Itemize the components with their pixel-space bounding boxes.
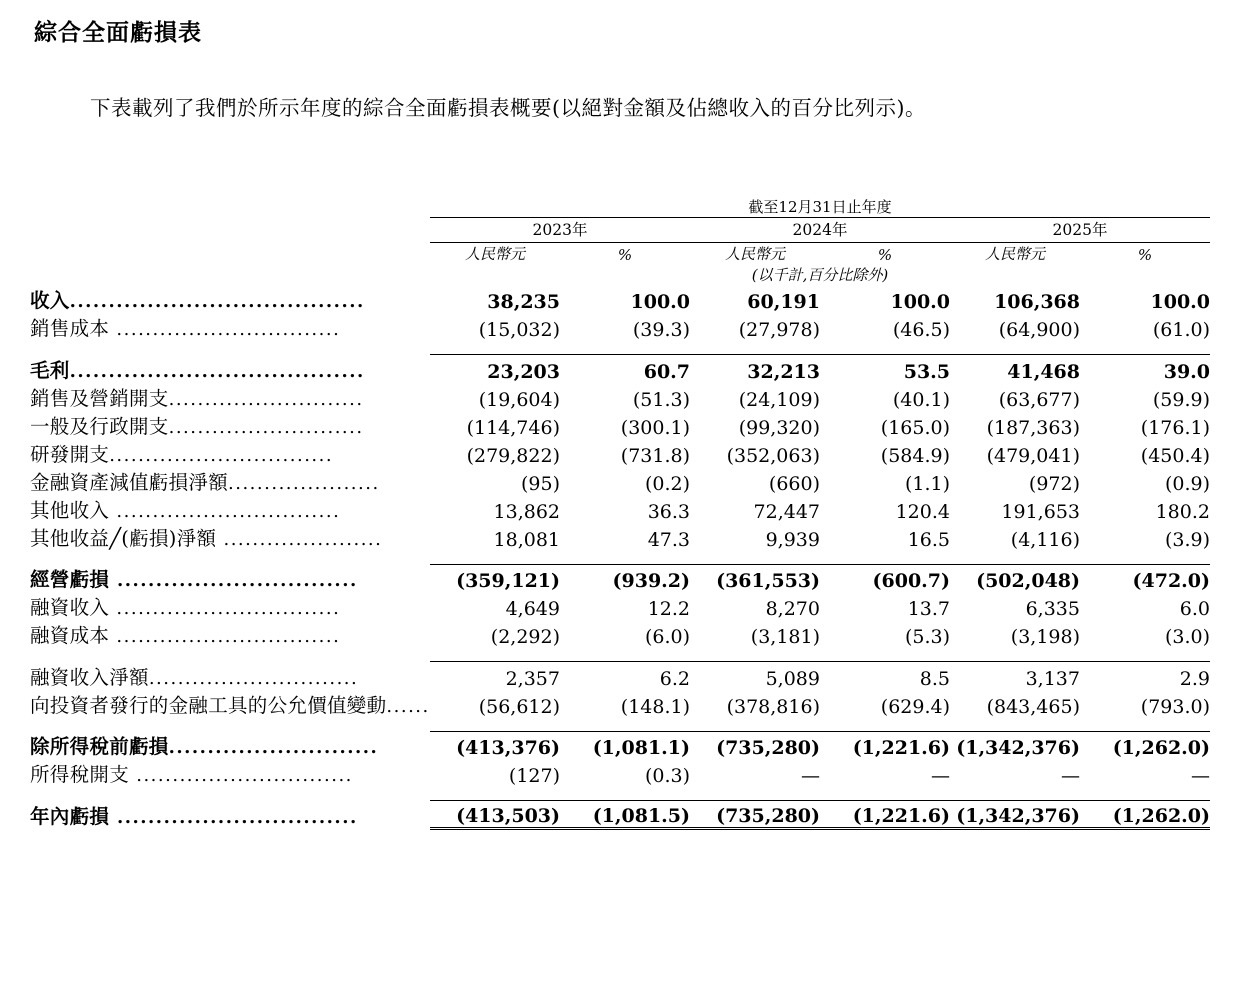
row-value: 6,335	[1025, 598, 1080, 620]
spacer-cell	[30, 243, 430, 265]
leader-dots: ...............................	[109, 626, 341, 647]
row-value: (0.2)	[644, 472, 690, 495]
row-value: (584.9)	[880, 444, 950, 467]
row-spacer-cell	[560, 551, 690, 565]
row-value: (114,746)	[466, 416, 560, 439]
currency-header-2024: 人民幣元	[724, 245, 785, 263]
row-value: (99,320)	[738, 416, 820, 439]
table-row	[30, 313, 1210, 341]
leader-dots: ...............................	[109, 598, 341, 619]
row-spacer-cell	[1080, 341, 1210, 355]
currency-header-2025: 人民幣元	[984, 245, 1045, 263]
row-spacer-cell	[1080, 648, 1210, 662]
row-spacer-cell	[430, 718, 560, 732]
row-value: (165.0)	[880, 416, 950, 439]
row-value: (361,553)	[690, 564, 820, 592]
row-spacer-cell	[820, 718, 950, 732]
row-label-text: 銷售成本	[30, 317, 110, 340]
row-value: 6.0	[1179, 598, 1210, 620]
row-spacer-cell	[30, 341, 430, 355]
row-value: (127)	[508, 765, 560, 787]
row-value: 2,357	[430, 662, 560, 690]
row-spacer	[30, 718, 1210, 732]
row-spacer-cell	[30, 718, 430, 732]
row-value: (735,280)	[690, 801, 820, 829]
percent-header-2025: %	[1137, 246, 1153, 264]
row-spacer	[30, 787, 1210, 801]
row-value: (1,262.0)	[1080, 801, 1210, 829]
row-value: (413,376)	[430, 731, 560, 759]
row-value: (0.9)	[1164, 472, 1210, 495]
row-spacer	[30, 341, 1210, 355]
row-spacer-cell	[820, 341, 950, 355]
row-value: (793.0)	[1140, 695, 1210, 718]
row-value: 53.5	[820, 355, 950, 383]
row-value: 41,468	[950, 355, 1080, 383]
row-label	[30, 801, 430, 829]
row-spacer-cell	[430, 648, 560, 662]
row-value: —	[1061, 765, 1080, 787]
row-spacer-cell	[950, 648, 1080, 662]
row-value: (3,181)	[750, 626, 820, 648]
row-value: 5,089	[690, 662, 820, 690]
row-label	[30, 523, 430, 551]
row-label-text: 融資成本	[30, 624, 110, 647]
row-value: (939.2)	[560, 564, 690, 592]
row-value: (600.7)	[820, 564, 950, 592]
leader-dots: ...............................	[109, 319, 341, 340]
row-value: (3.0)	[1164, 626, 1210, 648]
row-label	[30, 439, 430, 467]
row-spacer-cell	[690, 648, 820, 662]
row-value: (4,116)	[1010, 528, 1080, 551]
row-spacer	[30, 648, 1210, 662]
row-value: (46.5)	[892, 319, 950, 341]
row-value: (187,363)	[986, 416, 1080, 439]
row-label	[30, 495, 430, 523]
row-spacer-cell	[1080, 718, 1210, 732]
row-spacer-cell	[30, 551, 430, 565]
leader-dots: ...........................	[168, 737, 379, 758]
table-header-year-row	[30, 218, 1210, 241]
row-label	[30, 759, 430, 787]
row-value: 36.3	[647, 500, 690, 523]
row-value: 8.5	[820, 662, 950, 690]
row-value: (3,198)	[1010, 626, 1080, 648]
row-value: (148.1)	[620, 695, 690, 718]
row-value: (413,503)	[430, 801, 560, 829]
row-value: (1,221.6)	[820, 801, 950, 829]
row-spacer-cell	[820, 787, 950, 801]
row-spacer-cell	[430, 787, 560, 801]
row-value: (5.3)	[904, 626, 950, 648]
row-value: (660)	[768, 472, 820, 495]
leader-dots: ...............................	[109, 444, 334, 466]
row-label	[30, 592, 430, 620]
row-value: (479,041)	[986, 444, 1080, 467]
row-value: 120.4	[895, 500, 950, 523]
row-value: 100.0	[630, 291, 690, 313]
row-spacer-cell	[560, 648, 690, 662]
row-spacer-cell	[820, 551, 950, 565]
row-spacer-cell	[1080, 787, 1210, 801]
row-label-text: 收入	[30, 289, 70, 312]
row-label	[30, 620, 430, 648]
row-label-text: 融資收入淨額	[30, 665, 149, 689]
table-row	[30, 731, 1210, 759]
row-value: (56,612)	[478, 695, 560, 718]
row-spacer-cell	[690, 787, 820, 801]
row-value: 2.9	[1080, 662, 1210, 690]
row-label	[30, 662, 430, 690]
row-spacer-cell	[690, 551, 820, 565]
row-spacer-cell	[690, 718, 820, 732]
row-value: (472.0)	[1080, 564, 1210, 592]
row-value: (1,081.5)	[560, 801, 690, 829]
basis-note-right	[950, 264, 1210, 285]
table-body	[30, 285, 1210, 829]
leader-dots: ...............................	[109, 570, 358, 591]
row-value: (1,081.1)	[560, 731, 690, 759]
row-spacer-cell	[1080, 551, 1210, 565]
leader-dots: ...............................	[109, 500, 341, 522]
row-value: (61.0)	[1152, 319, 1210, 341]
row-value: 100.0	[1150, 291, 1210, 313]
row-value: (629.4)	[880, 695, 950, 718]
row-value: —	[1191, 765, 1210, 787]
leader-dots: ...........................	[168, 388, 364, 410]
leader-dots: ..............................	[129, 765, 353, 786]
table-row	[30, 383, 1210, 411]
row-label-text: 其他收入	[30, 498, 110, 522]
row-label	[30, 383, 430, 411]
row-spacer-cell	[560, 718, 690, 732]
row-value: 39.0	[1080, 355, 1210, 383]
row-label-text: 研發開支	[30, 442, 110, 466]
percent-header-2023: %	[617, 246, 633, 264]
row-label-text: 銷售及營銷開支	[30, 386, 169, 410]
row-value: 23,203	[430, 355, 560, 383]
row-value: 16.5	[907, 528, 950, 551]
row-value: 32,213	[690, 355, 820, 383]
table-row	[30, 467, 1210, 495]
table-header-basis-row	[30, 264, 1210, 285]
row-value: 60.7	[560, 355, 690, 383]
row-spacer-cell	[950, 341, 1080, 355]
leader-dots: ...........................	[168, 416, 364, 438]
row-value: 9,939	[765, 528, 820, 551]
row-value: (300.1)	[620, 416, 690, 439]
leader-dots: ......................................	[69, 360, 365, 382]
row-label	[30, 564, 430, 592]
table-row	[30, 620, 1210, 648]
row-value: (1,342,376)	[950, 731, 1080, 759]
leader-dots: ......................	[216, 528, 383, 550]
spacer-cell	[30, 218, 430, 241]
row-value: 12.2	[647, 598, 690, 620]
period-header: 截至12月31日止年度	[430, 196, 1210, 218]
row-value: (95)	[520, 472, 560, 495]
row-spacer-cell	[30, 648, 430, 662]
row-value: 13.7	[907, 598, 950, 620]
row-value: (27,978)	[738, 319, 820, 341]
row-value: —	[801, 765, 820, 787]
leader-dots: ......	[386, 695, 430, 717]
row-label-text: 所得稅開支	[30, 763, 130, 786]
basis-note-left	[430, 264, 690, 285]
row-value: (64,900)	[998, 319, 1080, 341]
row-value: (1.1)	[904, 472, 950, 495]
leader-dots: .............................	[148, 667, 359, 689]
row-label	[30, 285, 430, 313]
table-row	[30, 411, 1210, 439]
row-value: 6.2	[560, 662, 690, 690]
row-value: (843,465)	[986, 695, 1080, 718]
row-value: (40.1)	[892, 388, 950, 411]
row-label	[30, 467, 430, 495]
row-value: (1,262.0)	[1080, 731, 1210, 759]
row-spacer-cell	[950, 787, 1080, 801]
row-value: (59.9)	[1152, 388, 1210, 411]
row-value: 3,137	[950, 662, 1080, 690]
row-value: (1,221.6)	[820, 731, 950, 759]
table-row	[30, 690, 1210, 718]
row-spacer-cell	[30, 787, 430, 801]
spacer-cell	[30, 264, 430, 285]
row-label-text: 毛利	[30, 358, 70, 382]
spacer-cell	[30, 196, 430, 218]
table-row	[30, 285, 1210, 313]
row-value: 4,649	[505, 598, 560, 620]
row-label-text: 一般及行政開支	[30, 414, 169, 438]
row-label	[30, 690, 430, 718]
percent-header-2024: %	[877, 246, 893, 264]
table-row	[30, 592, 1210, 620]
currency-header-2023: 人民幣元	[464, 245, 525, 263]
row-value: 60,191	[747, 291, 820, 313]
row-value: (359,121)	[430, 564, 560, 592]
row-spacer-cell	[560, 787, 690, 801]
row-value: 106,368	[994, 291, 1080, 313]
row-value: (502,048)	[950, 564, 1080, 592]
table-row	[30, 759, 1210, 787]
table-header-period-row	[30, 196, 1210, 218]
row-label-text: 其他收益╱(虧損)淨額	[30, 526, 217, 550]
row-value: (51.3)	[632, 388, 690, 411]
row-value: 72,447	[753, 500, 820, 523]
row-value: (972)	[1028, 472, 1080, 495]
row-value: 100.0	[890, 291, 950, 313]
row-value: 180.2	[1155, 500, 1210, 523]
row-value: 38,235	[487, 291, 560, 313]
table-row	[30, 662, 1210, 690]
row-spacer-cell	[560, 341, 690, 355]
row-label	[30, 731, 430, 759]
row-label-text: 向投資者發行的金融工具的公允價值變動	[30, 693, 387, 717]
leader-dots: .....................	[228, 472, 380, 494]
table-row	[30, 355, 1210, 383]
row-value: 18,081	[493, 528, 560, 551]
row-label-text: 年內虧損	[30, 804, 110, 828]
row-value: (450.4)	[1140, 444, 1210, 467]
row-label-text: 金融資產減值虧損淨額	[30, 470, 229, 494]
row-value: 13,862	[493, 500, 560, 523]
leader-dots: ...............................	[109, 806, 358, 828]
row-spacer-cell	[690, 341, 820, 355]
row-value: (6.0)	[644, 626, 690, 648]
intro-paragraph	[34, 88, 1214, 128]
year-header-2024: 2024年	[792, 221, 848, 239]
table-row	[30, 801, 1210, 829]
row-value: (279,822)	[466, 444, 560, 467]
financial-table	[30, 196, 1210, 830]
row-label	[30, 313, 430, 341]
year-header-2025: 2025年	[1052, 221, 1108, 239]
row-spacer-cell	[950, 718, 1080, 732]
row-value: 191,653	[1001, 500, 1080, 523]
row-value: (63,677)	[998, 388, 1080, 411]
table-header-unit-row	[30, 243, 1210, 265]
row-spacer	[30, 551, 1210, 565]
row-value: (3.9)	[1164, 528, 1210, 551]
row-value: (24,109)	[738, 388, 820, 411]
row-value: (176.1)	[1140, 416, 1210, 439]
row-spacer-cell	[820, 648, 950, 662]
row-value: (39.3)	[632, 319, 690, 341]
row-spacer-cell	[430, 551, 560, 565]
table-row	[30, 439, 1210, 467]
row-value: (735,280)	[690, 731, 820, 759]
table-row	[30, 523, 1210, 551]
row-value: (352,063)	[726, 444, 820, 467]
basis-note: (以千計,百分比除外)	[751, 266, 889, 284]
row-label-text: 經營虧損	[30, 568, 110, 591]
row-value: (2,292)	[490, 626, 560, 648]
leader-dots: ......................................	[69, 291, 365, 312]
row-spacer-cell	[430, 341, 560, 355]
row-value: (378,816)	[726, 695, 820, 718]
row-value: (731.8)	[620, 444, 690, 467]
row-value: (1,342,376)	[950, 801, 1080, 829]
row-spacer-cell	[950, 551, 1080, 565]
row-value: —	[931, 765, 950, 787]
row-label	[30, 411, 430, 439]
row-value: (19,604)	[478, 388, 560, 411]
intro-text: 下表載列了我們於所示年度的綜合全面虧損表概要(以絕對金額及佔總收入的百分比列示)。	[90, 96, 926, 120]
row-label	[30, 355, 430, 383]
table-row	[30, 564, 1210, 592]
table-row	[30, 495, 1210, 523]
row-label-text: 除所得稅前虧損	[30, 735, 169, 758]
row-value: 8,270	[765, 598, 820, 620]
row-value: (0.3)	[644, 765, 690, 787]
row-value: (15,032)	[478, 319, 560, 341]
page-title: 綜合全面虧損表	[34, 19, 202, 46]
row-label-text: 融資收入	[30, 596, 110, 619]
year-header-2023: 2023年	[532, 221, 588, 239]
row-value: 47.3	[647, 528, 690, 551]
